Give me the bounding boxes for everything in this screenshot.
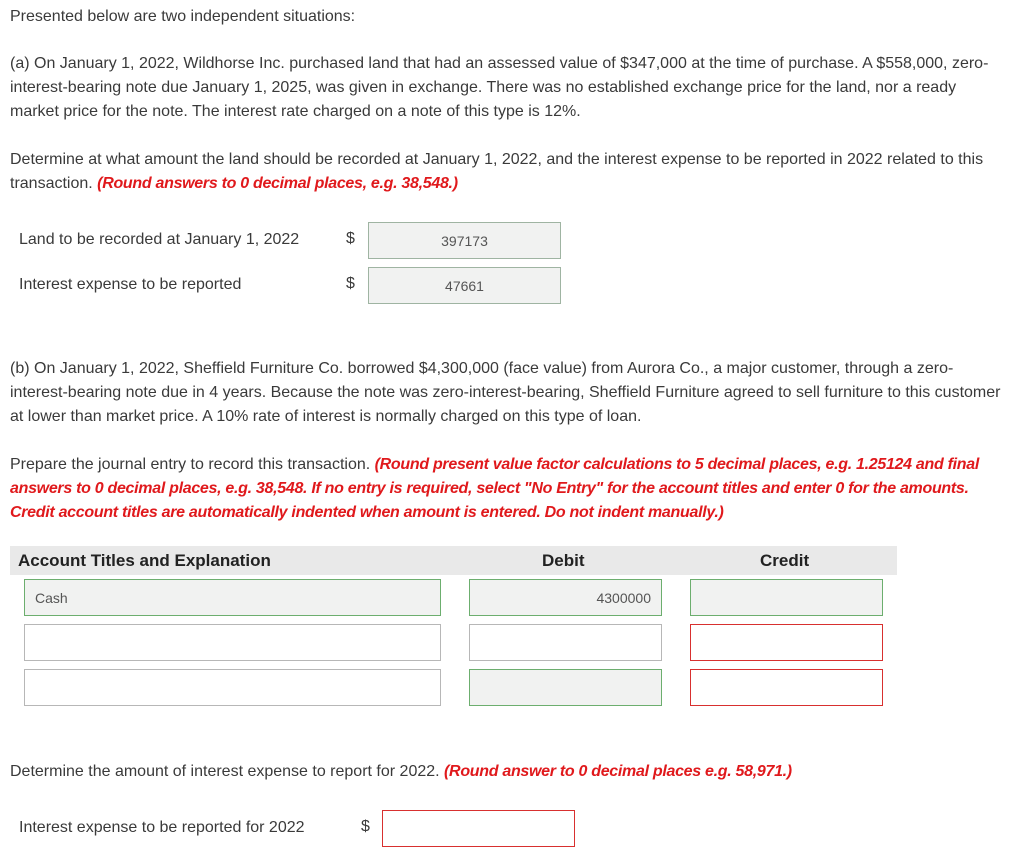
row3-credit-input[interactable] [690, 669, 883, 706]
interest-a-dollar-sign: $ [346, 275, 355, 292]
part-a-instruction-main: Determine at what amount the land should be recorded at January 1, 2022, and the interest expense to be reported in 2022 related to this transaction. [10, 151, 984, 192]
interest-b-dollar-sign: $ [361, 818, 370, 835]
part-b-interest-rounding-note: (Round answer to 0 decimal places e.g. 58,971.) [444, 763, 792, 780]
part-a-text: (a) On January 1, 2022, Wildhorse Inc. purchased land that had an assessed value of $347,000 at the time of purchase. A $558,000, zero-interest-bearing note due January 1, 2025, was given in exchange. There was no established exchange price for the land, nor a ready market price for the note. The interest rate charged on a note of this type is 12%. [10, 55, 989, 120]
part-a-instruction [10, 148, 1005, 196]
row3-account-input[interactable] [24, 669, 441, 706]
col-account-header: Account Titles and Explanation [18, 551, 271, 570]
intro-text: Presented below are two independent situations: [10, 8, 356, 25]
land-dollar-sign: $ [346, 230, 355, 247]
land-amount-input[interactable] [368, 222, 561, 259]
interest-b-amount-input[interactable] [382, 810, 575, 847]
row2-debit-input[interactable] [469, 624, 662, 661]
interest-a-label: Interest expense to be reported [19, 276, 242, 293]
land-label: Land to be recorded at January 1, 2022 [19, 231, 300, 248]
part-b-instruction-main: Prepare the journal entry to record this transaction. [10, 456, 371, 473]
row1-debit-input[interactable] [469, 579, 662, 616]
row1-credit-input[interactable] [690, 579, 883, 616]
part-b-interest-instruction-main: Determine the amount of interest expense to report for 2022. [10, 763, 440, 780]
row2-credit-input[interactable] [690, 624, 883, 661]
col-debit-header: Debit [542, 551, 585, 570]
row2-account-input[interactable] [24, 624, 441, 661]
part-b-rounding-note: (Round present value factor calculations to 5 decimal places, e.g. 1.25124 and final answers to 0 decimal places, e.g. 38,548. If no entry is required, select "No Entry" for the account titles and enter 0 for the amounts. Credit account titles are automatically indented when amount is entered. Do not indent manually.) [10, 456, 979, 521]
part-b-instruction [10, 453, 1005, 525]
part-b-interest-instruction [10, 760, 1005, 784]
journal-table-header [10, 546, 897, 575]
part-b-text: (b) On January 1, 2022, Sheffield Furniture Co. borrowed $4,300,000 (face value) from Aurora Co., a major customer, through a zero-interest-bearing note due in 4 years. Because the note was zero-interest-bearing, Sheffield Furniture agreed to sell furniture to this customer at lower than market price. A 10% rate of interest is normally charged on this type of loan. [10, 360, 1001, 425]
interest-b-label: Interest expense to be reported for 2022 [19, 819, 305, 836]
row1-account-input[interactable] [24, 579, 441, 616]
part-a-rounding-note: (Round answers to 0 decimal places, e.g. 38,548.) [97, 175, 458, 192]
row3-debit-input[interactable] [469, 669, 662, 706]
col-credit-header: Credit [760, 551, 810, 570]
interest-a-amount-input[interactable] [368, 267, 561, 304]
